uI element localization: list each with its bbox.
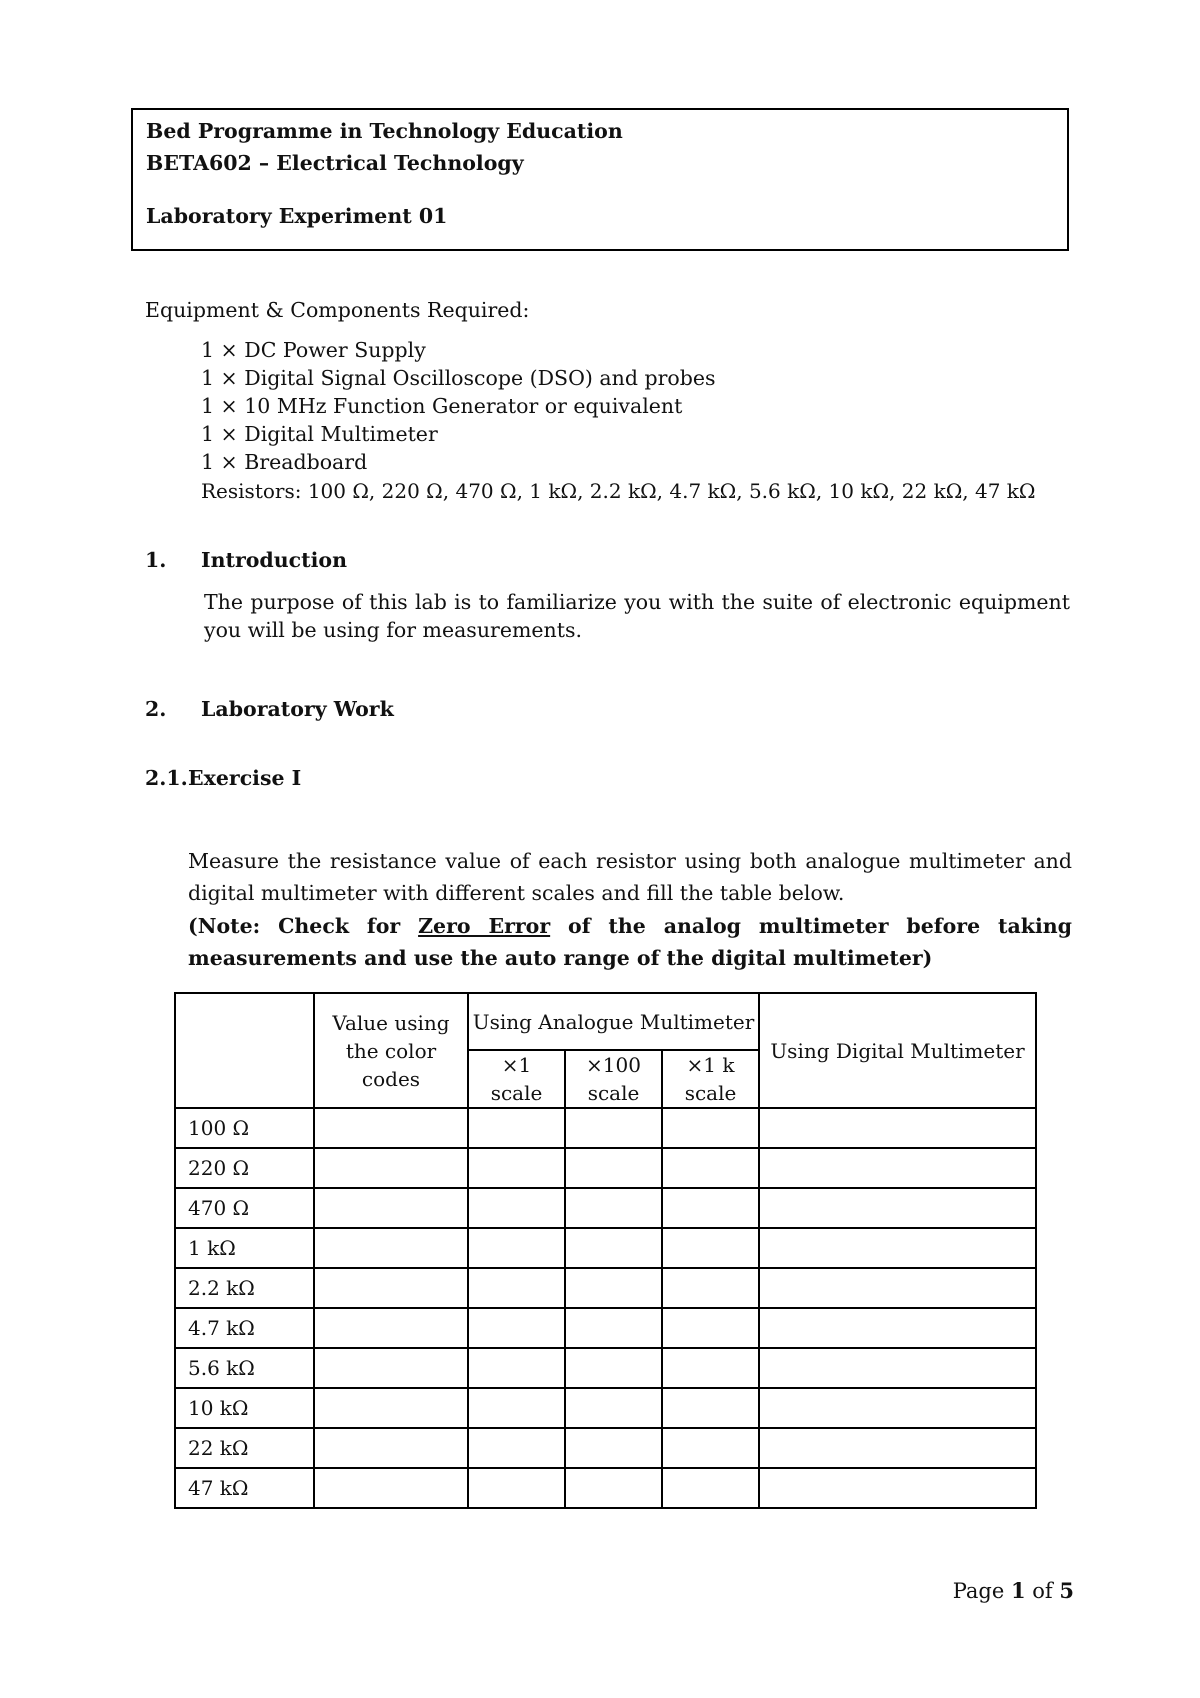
exercise-title: Exercise I bbox=[188, 766, 302, 790]
color-code-cell[interactable] bbox=[314, 1388, 468, 1428]
measurement-table bbox=[174, 992, 1037, 1509]
x1-cell[interactable] bbox=[468, 1148, 565, 1188]
digital-cell[interactable] bbox=[759, 1228, 1036, 1268]
digital-cell[interactable] bbox=[759, 1308, 1036, 1348]
resistor-label: 47 kΩ bbox=[175, 1468, 314, 1508]
resistor-label: 4.7 kΩ bbox=[175, 1308, 314, 1348]
page-current: 1 bbox=[1010, 1578, 1026, 1603]
digital-cell[interactable] bbox=[759, 1108, 1036, 1148]
x100-cell[interactable] bbox=[565, 1108, 662, 1148]
section1-number: 1. bbox=[145, 548, 167, 572]
x100-cell[interactable] bbox=[565, 1148, 662, 1188]
equipment-item: 1 × Digital Multimeter bbox=[201, 422, 438, 446]
x1-cell[interactable] bbox=[468, 1468, 565, 1508]
page-prefix: Page bbox=[952, 1579, 1011, 1603]
digital-cell[interactable] bbox=[759, 1388, 1036, 1428]
header-analogue-multimeter: Using Analogue Multimeter bbox=[468, 993, 759, 1050]
x100-cell[interactable] bbox=[565, 1228, 662, 1268]
table-row bbox=[175, 1108, 1036, 1148]
color-code-cell[interactable] bbox=[314, 1348, 468, 1388]
resistor-label: 10 kΩ bbox=[175, 1388, 314, 1428]
equipment-item: 1 × Breadboard bbox=[201, 450, 368, 474]
x100-cell[interactable] bbox=[565, 1468, 662, 1508]
scale-word: scale bbox=[684, 1081, 737, 1105]
x1k-cell[interactable] bbox=[662, 1228, 759, 1268]
resistor-label: 470 Ω bbox=[175, 1188, 314, 1228]
header-digital-multimeter: Using Digital Multimeter bbox=[759, 993, 1036, 1108]
table-row bbox=[175, 1388, 1036, 1428]
page-total: 5 bbox=[1059, 1578, 1074, 1603]
x1-cell[interactable] bbox=[468, 1188, 565, 1228]
course-title: BETA602 – Electrical Technology bbox=[146, 151, 524, 175]
table-row bbox=[175, 1348, 1036, 1388]
color-code-cell[interactable] bbox=[314, 1148, 468, 1188]
table-row bbox=[175, 1468, 1036, 1508]
digital-cell[interactable] bbox=[759, 1428, 1036, 1468]
color-code-cell[interactable] bbox=[314, 1308, 468, 1348]
page-number bbox=[953, 1578, 1074, 1603]
x1k-cell[interactable] bbox=[662, 1388, 759, 1428]
section2-number: 2. bbox=[145, 697, 167, 721]
digital-cell[interactable] bbox=[759, 1188, 1036, 1228]
section1-body: The purpose of this lab is to familiarize you with the suite of electronic equipment you will be using for measurements. bbox=[204, 590, 1070, 642]
x100-cell[interactable] bbox=[565, 1348, 662, 1388]
equipment-resistors: Resistors: 100 Ω, 220 Ω, 470 Ω, 1 kΩ, 2.2 kΩ, 4.7 kΩ, 5.6 kΩ, 10 kΩ, 22 kΩ, 47 kΩ bbox=[201, 479, 1036, 503]
color-code-cell[interactable] bbox=[314, 1268, 468, 1308]
color-code-cell[interactable] bbox=[314, 1108, 468, 1148]
resistor-label: 22 kΩ bbox=[175, 1428, 314, 1468]
table-row bbox=[175, 1308, 1036, 1348]
color-code-cell[interactable] bbox=[314, 1228, 468, 1268]
equipment-item: 1 × Digital Signal Oscilloscope (DSO) and probes bbox=[201, 366, 716, 390]
scale-word: scale bbox=[587, 1081, 640, 1105]
table-row bbox=[175, 1428, 1036, 1468]
zero-error-emphasis: Zero Error bbox=[418, 914, 551, 938]
scale-symbol: ×1 k bbox=[686, 1053, 735, 1077]
digital-cell[interactable] bbox=[759, 1348, 1036, 1388]
equipment-item: 1 × DC Power Supply bbox=[201, 338, 426, 362]
page-of: of bbox=[1025, 1579, 1060, 1603]
scale-symbol: ×1 bbox=[501, 1053, 532, 1077]
color-code-cell[interactable] bbox=[314, 1468, 468, 1508]
x1k-cell[interactable] bbox=[662, 1428, 759, 1468]
experiment-title: Laboratory Experiment 01 bbox=[146, 204, 448, 228]
scale-word: scale bbox=[490, 1081, 543, 1105]
header-color-codes: Value using the color codes bbox=[314, 993, 468, 1108]
digital-cell[interactable] bbox=[759, 1148, 1036, 1188]
programme-title: Bed Programme in Technology Education bbox=[146, 119, 623, 143]
equipment-heading: Equipment & Components Required: bbox=[145, 298, 530, 322]
x100-cell[interactable] bbox=[565, 1308, 662, 1348]
header-scale-x1 bbox=[468, 1050, 565, 1108]
x1k-cell[interactable] bbox=[662, 1268, 759, 1308]
x1k-cell[interactable] bbox=[662, 1108, 759, 1148]
note-text: (Note: Check for bbox=[188, 914, 419, 938]
scale-symbol: ×100 bbox=[586, 1053, 641, 1077]
x1-cell[interactable] bbox=[468, 1108, 565, 1148]
section2-title: Laboratory Work bbox=[201, 697, 394, 721]
x1-cell[interactable] bbox=[468, 1228, 565, 1268]
table-row bbox=[175, 1268, 1036, 1308]
header-scale-x1k bbox=[662, 1050, 759, 1108]
color-code-cell[interactable] bbox=[314, 1428, 468, 1468]
x1k-cell[interactable] bbox=[662, 1308, 759, 1348]
resistor-label: 5.6 kΩ bbox=[175, 1348, 314, 1388]
x1k-cell[interactable] bbox=[662, 1188, 759, 1228]
exercise-body: Measure the resistance value of each resistor using both analogue multimeter and digital multimeter with different scales and fill the table below. bbox=[188, 849, 1072, 905]
table-row bbox=[175, 1148, 1036, 1188]
x100-cell[interactable] bbox=[565, 1428, 662, 1468]
x100-cell[interactable] bbox=[565, 1268, 662, 1308]
x1k-cell[interactable] bbox=[662, 1348, 759, 1388]
header-empty-cell bbox=[175, 993, 314, 1108]
x100-cell[interactable] bbox=[565, 1188, 662, 1228]
section1-title: Introduction bbox=[201, 548, 347, 572]
x100-cell[interactable] bbox=[565, 1388, 662, 1428]
header-scale-x100 bbox=[565, 1050, 662, 1108]
exercise-note bbox=[188, 910, 1072, 974]
x1-cell[interactable] bbox=[468, 1308, 565, 1348]
equipment-item: 1 × 10 MHz Function Generator or equivalent bbox=[201, 394, 683, 418]
note-text: of the analog multimeter before taking measurements and use the auto range of the digital multimeter) bbox=[188, 914, 1072, 970]
x1-cell[interactable] bbox=[468, 1268, 565, 1308]
resistor-label: 220 Ω bbox=[175, 1148, 314, 1188]
resistor-label: 1 kΩ bbox=[175, 1228, 314, 1268]
x1-cell[interactable] bbox=[468, 1388, 565, 1428]
x1k-cell[interactable] bbox=[662, 1468, 759, 1508]
table-row bbox=[175, 1228, 1036, 1268]
digital-cell[interactable] bbox=[759, 1268, 1036, 1308]
resistor-label: 2.2 kΩ bbox=[175, 1268, 314, 1308]
resistor-label: 100 Ω bbox=[175, 1108, 314, 1148]
x1-cell[interactable] bbox=[468, 1348, 565, 1388]
color-code-cell[interactable] bbox=[314, 1188, 468, 1228]
x1k-cell[interactable] bbox=[662, 1148, 759, 1188]
digital-cell[interactable] bbox=[759, 1468, 1036, 1508]
exercise-number: 2.1. bbox=[145, 766, 188, 790]
table-row bbox=[175, 1188, 1036, 1228]
x1-cell[interactable] bbox=[468, 1428, 565, 1468]
header-box bbox=[131, 108, 1069, 251]
